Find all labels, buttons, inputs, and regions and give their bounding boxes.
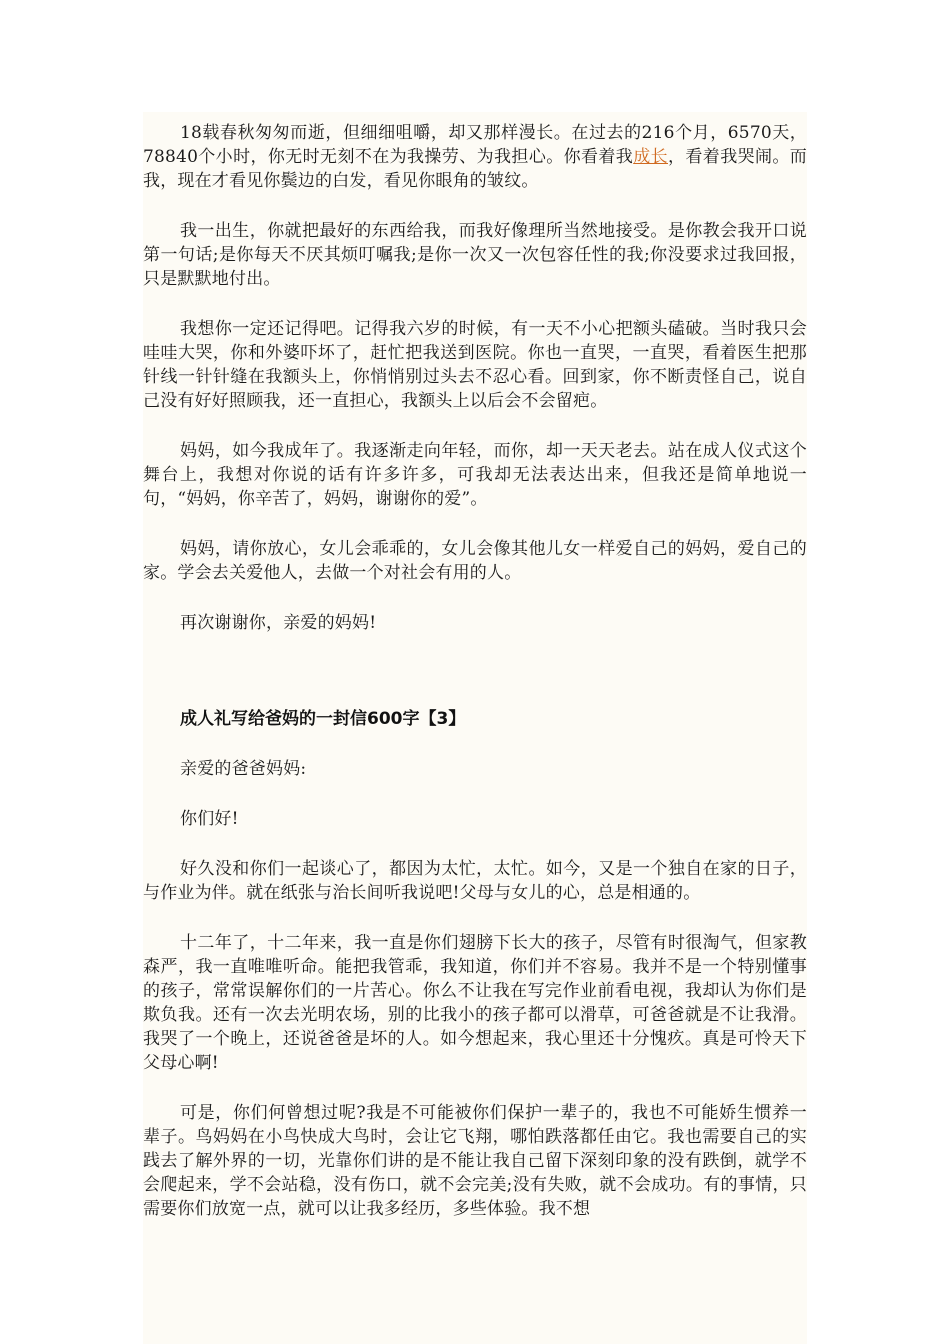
paragraph-1-text-before-link: 18载春秋匆匆而逝，但细细咀嚼，却又那样漫长。在过去的216个月，6570天，78840个小时，你无时无刻不在为我操劳、为我担心。你看着我: [143, 123, 807, 167]
paragraph-6: 再次谢谢你，亲爱的妈妈!: [180, 613, 377, 633]
paragraph-1: [143, 121, 807, 193]
paragraph-9: 好久没和你们一起谈心了，都因为太忙，太忙。如今，又是一个独自在家的日子，与作业为伴。就在纸张与治长间听我说吧!父母与女儿的心，总是相通的。: [143, 859, 807, 903]
paragraph-4: 妈妈，如今我成年了。我逐渐走向年轻，而你，却一天天老去。站在成人仪式这个舞台上，我想对你说的话有许多许多，可我却无法表达出来，但我还是简单地说一句，“妈妈，你辛苦了，妈妈，谢谢你的爱”。: [143, 441, 807, 509]
paragraph-5: 妈妈，请你放心，女儿会乖乖的，女儿会像其他儿女一样爱自己的妈妈，爱自己的家。学会去关爱他人，去做一个对社会有用的人。: [143, 539, 807, 583]
greeting: 你们好!: [180, 809, 239, 829]
paragraph-2: 我一出生，你就把最好的东西给我，而我好像理所当然地接受。是你教会我开口说第一句话;是你每天不厌其烦叮嘱我;是你一次又一次包容任性的我;你没要求过我回报，只是默默地付出。: [143, 221, 807, 289]
salutation: 亲爱的爸爸妈妈:: [180, 759, 307, 779]
paragraph-11: 可是，你们何曾想过呢?我是不可能被你们保护一辈子的，我也不可能娇生惯养一辈子。鸟妈妈在小鸟快成大鸟时，会让它飞翔，哪怕跌落都任由它。我也需要自己的实践去了解外界的一切，光靠你们讲的是不能让我自己留下深刻印象的没有跌倒，就学不会爬起来，学不会站稳，没有伤口，就不会完美;没有失败，就不会成功。有的事情，只需要你们放宽一点，就可以让我多经历，多些体验。我不想: [143, 1103, 807, 1219]
growth-link[interactable]: 成长: [633, 147, 668, 167]
article-body: [143, 121, 807, 1247]
paragraph-3: 我想你一定还记得吧。记得我六岁的时候，有一天不小心把额头磕破。当时我只会哇哇大哭，你和外婆吓坏了，赶忙把我送到医院。你也一直哭，一直哭，看着医生把那针线一针针缝在我额头上，你悄悄别过头去不忍心看。回到家，你不断责怪自己，说自己没有好好照顾我，还一直担心，我额头上以后会不会留疤。: [143, 319, 807, 411]
paragraph-1-text-after-link: ，看着我哭闹。而我，现在才看见你鬓边的白发，看见你眼角的皱纹。: [143, 147, 807, 191]
paragraph-10: 十二年了，十二年来，我一直是你们翅膀下长大的孩子，尽管有时很淘气，但家教森严，我一直唯唯听命。能把我管乖，我知道，你们并不容易。我并不是一个特别懂事的孩子，常常误解你们的一片苦心。你么不让我在写完作业前看电视，我却认为你们是欺负我。还有一次去光明农场，别的比我小的孩子都可以滑草，可爸爸就是不让我滑。我哭了一个晚上，还说爸爸是坏的人。如今想起来，我心里还十分愧疚。真是可怜天下父母心啊!: [143, 933, 807, 1073]
section-heading: 成人礼写给爸妈的一封信600字【3】: [180, 709, 466, 729]
section-spacer: [143, 661, 807, 707]
